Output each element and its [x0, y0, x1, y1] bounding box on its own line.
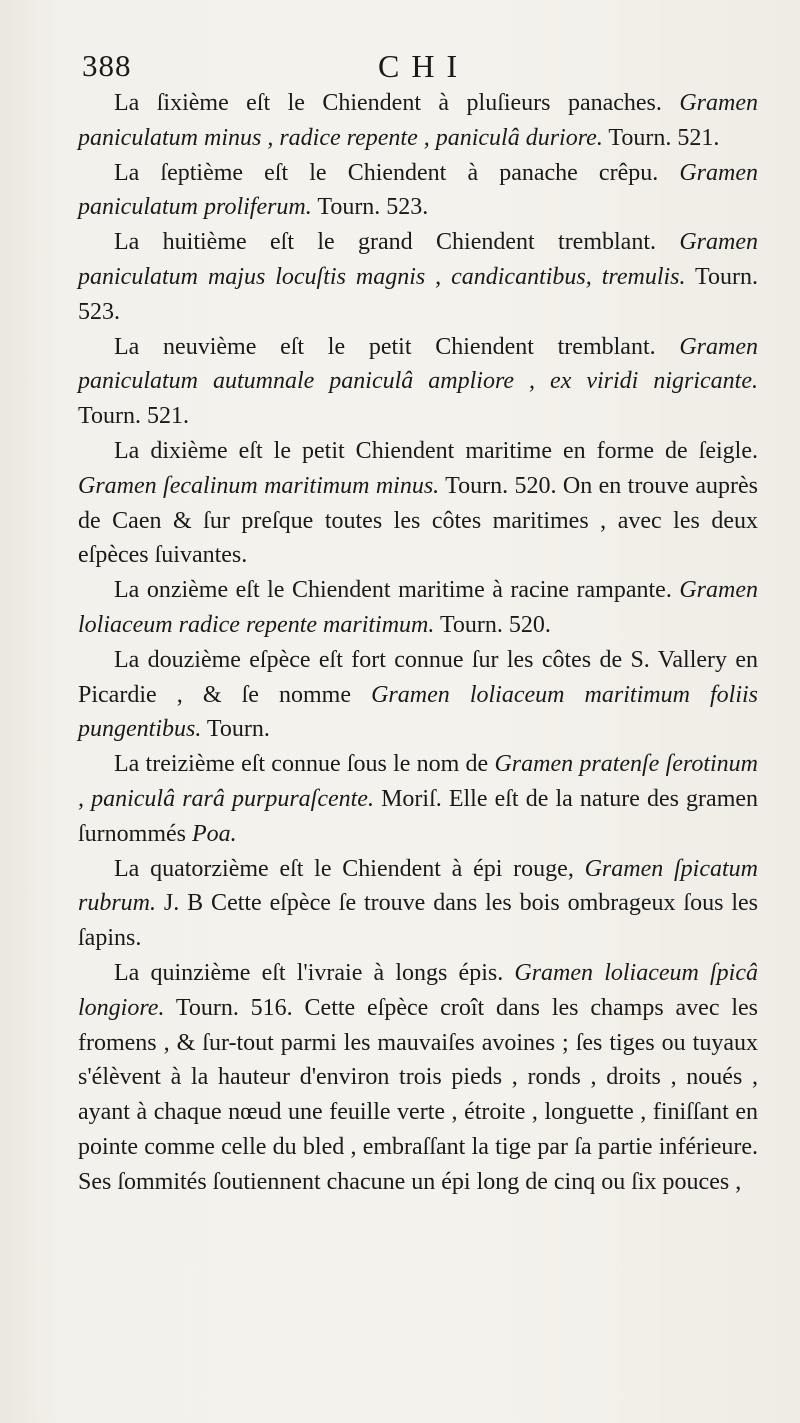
latin-name: Gramen loliaceum radice repente maritimum.: [78, 577, 758, 638]
latin-name: Gramen paniculatum minus , radice repente , paniculâ duriore.: [78, 90, 758, 151]
paragraph-thirteenth: [78, 747, 758, 851]
running-head: CHI: [378, 48, 470, 84]
latin-name: Gramen paniculatum autumnale paniculâ ampliore , ex viridi nigricante.: [78, 333, 758, 395]
latin-name: Gramen ſecalinum maritimum minus.: [78, 472, 440, 499]
latin-name: Poa.: [192, 820, 237, 847]
paragraph-text: La treizième eſt connue ſous le nom de: [114, 751, 495, 778]
citation: Tourn. 521.: [602, 124, 720, 151]
body-text: [78, 86, 758, 1200]
paragraph-text: La quinzième eſt l'ivraie à longs épis.: [114, 959, 515, 986]
citation: Tourn.: [201, 716, 270, 743]
paragraph-text: La douzième eſpèce eſt fort connue ſur les côtes de S. Vallery en Picardie , & ſe nomme: [78, 646, 758, 708]
paragraph-tenth: [78, 434, 758, 573]
latin-name: Gramen paniculatum majus locuſtis magnis , candicantibus, tremulis.: [78, 229, 758, 290]
citation: Tourn. 521.: [78, 403, 189, 430]
citation: Tourn. 523.: [78, 263, 758, 325]
paragraph-seventh: [78, 156, 758, 226]
latin-name: Gramen loliaceum maritimum foliis pungentibus.: [78, 681, 759, 743]
latin-name: Gramen paniculatum proliferum.: [78, 159, 758, 221]
page-number: 388: [82, 48, 132, 83]
paragraph-fifteenth: [78, 956, 758, 1200]
page-header: [0, 48, 800, 88]
paragraph-twelfth: [78, 643, 758, 747]
latin-name: Gramen pratenſe ſerotinum , paniculâ rarâ purpuraſcente.: [78, 751, 759, 812]
paragraph-eighth: [78, 225, 758, 329]
paragraph-fourteenth: [78, 852, 758, 956]
citation: Tourn. 523.: [311, 194, 429, 221]
paragraph-text: La dixième eſt le petit Chiendent maritime en forme de ſeigle.: [114, 437, 758, 464]
paragraph-text: La ſixième eſt le Chiendent à pluſieurs panaches.: [114, 90, 680, 116]
latin-name: Gramen loliaceum ſpicâ longiore.: [78, 959, 758, 1021]
citation: Tourn. 516. Cette eſpèce croît dans les champs avec les fromens , & ſur-tout parmi les mauvaiſes avoines ; ſes tiges ou tuyaux s'élèvent à la hauteur d'environ trois pieds , ronds , droits , noués , ayant à chaque nœud une feuille verte , étroite , longuette , finiſſant en pointe comme celle du bled , embraſſant la tige par ſa partie inférieure. Ses ſommités ſoutiennent chacune un épi long de cinq ou ſix pouces ,: [78, 994, 758, 1195]
paragraph-text: La neuvième eſt le petit Chiendent tremblant.: [114, 333, 680, 360]
citation: Tourn. 520. On en trouve auprès de Caen & ſur preſque toutes les côtes maritimes , avec les deux eſpèces ſuivantes.: [78, 472, 758, 569]
citation: J. B Cette eſpèce ſe trouve dans les bois ombrageux ſous les ſapins.: [78, 890, 758, 952]
paragraph-eleventh: [78, 573, 758, 643]
paragraph-text: La onzième eſt le Chiendent maritime à racine rampante.: [114, 577, 680, 604]
paragraph-text: La huitième eſt le grand Chiendent tremblant.: [114, 229, 680, 256]
citation: Moriſ. Elle eſt de la nature des gramen ſurnommés: [78, 785, 759, 847]
paragraph-sixth: [78, 86, 758, 156]
paragraph-text: La quatorzième eſt le Chiendent à épi rouge,: [114, 855, 585, 882]
paragraph-ninth: [78, 330, 758, 434]
citation: Tourn. 520.: [434, 611, 551, 638]
paragraph-text: La ſeptième eſt le Chiendent à panache crêpu.: [114, 159, 680, 186]
latin-name: Gramen ſpicatum rubrum.: [78, 855, 758, 917]
